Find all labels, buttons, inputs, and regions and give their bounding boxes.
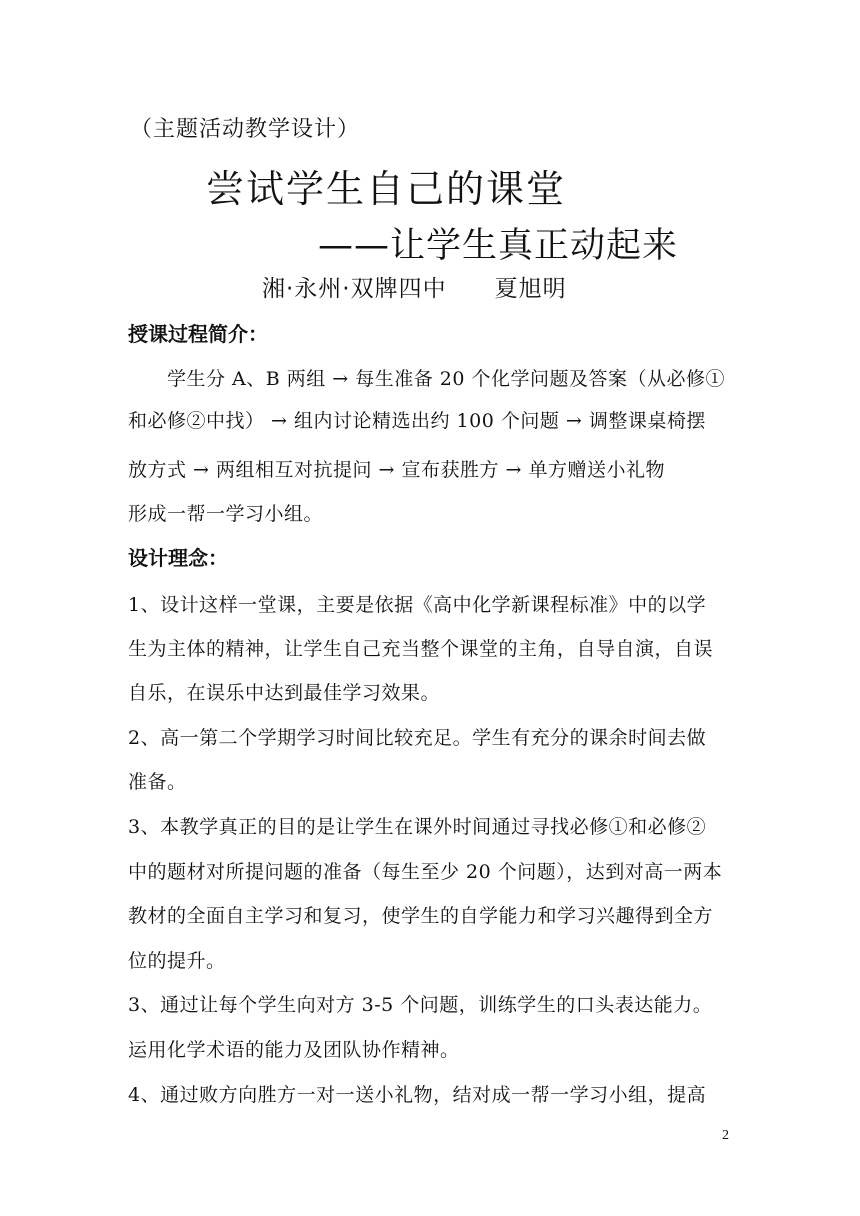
section-heading-process: 授课过程简介：: [128, 322, 268, 346]
page-subtitle: ——让学生真正动起来: [318, 226, 679, 266]
design-line: 3、通过让每个学生向对方 3-5 个问题，训练学生的口头表达能力。: [128, 994, 713, 1016]
page-title: 尝试学生自己的课堂: [206, 167, 567, 211]
process-line: 和必修②中找） → 组内讨论精选出约 100 个问题 → 调整课桌椅摆: [128, 410, 706, 432]
design-line: 自乐，在误乐中达到最佳学习效果。: [128, 682, 441, 704]
design-line: 4、通过败方向胜方一对一送小礼物，结对成一帮一学习小组，提高: [128, 1084, 707, 1106]
design-line: 教材的全面自主学习和复习，使学生的自学能力和学习兴趣得到全方: [128, 905, 714, 927]
design-line: 中的题材对所提问题的准备（每生至少 20 个问题），达到对高一两本: [128, 861, 723, 883]
process-line: 形成一帮一学习小组。: [128, 503, 324, 525]
author-line: 湘·永州·双牌四中 夏旭明: [262, 276, 567, 302]
activity-type-label: （主题活动教学设计）: [130, 117, 361, 142]
process-line: 放方式 → 两组相互对抗提问 → 宣布获胜方 → 单方赠送小礼物: [128, 459, 665, 481]
design-line: 1、设计这样一堂课，主要是依据《高中化学新课程标准》中的以学: [128, 594, 707, 616]
section-heading-design: 设计理念：: [128, 546, 228, 570]
design-line: 3、本教学真正的目的是让学生在课外时间通过寻找必修①和必修②: [128, 816, 707, 838]
page-number: 2: [722, 1128, 729, 1143]
design-line: 运用化学术语的能力及团队协作精神。: [128, 1039, 460, 1061]
design-line: 准备。: [128, 771, 187, 793]
design-line: 位的提升。: [128, 950, 226, 972]
design-line: 生为主体的精神，让学生自己充当整个课堂的主角，自导自演，自误: [128, 638, 714, 660]
process-line: 学生分 A、B 两组 → 每生准备 20 个化学问题及答案（从必修①: [128, 368, 726, 390]
design-line: 2、高一第二个学期学习时间比较充足。学生有充分的课余时间去做: [128, 727, 707, 749]
